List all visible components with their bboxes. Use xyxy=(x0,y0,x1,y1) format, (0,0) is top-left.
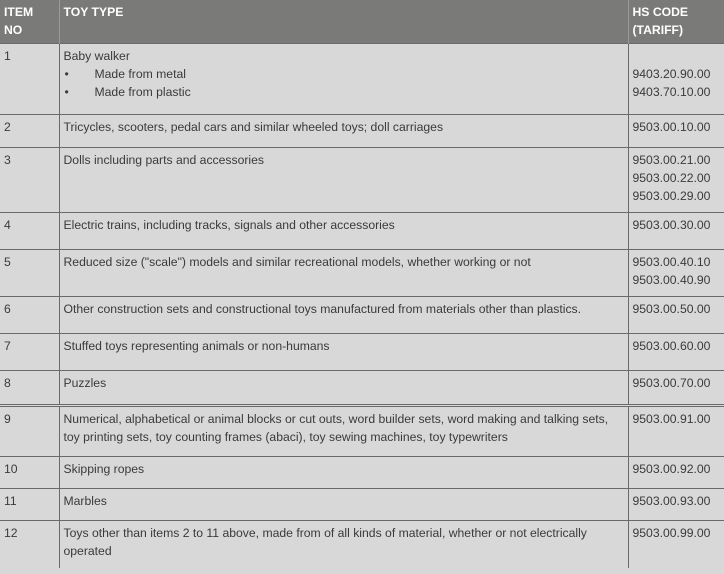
item-no-cell: 4 xyxy=(0,213,59,250)
item-no-cell: 12 xyxy=(0,521,59,568)
hs-code: 9503.00.21.00 xyxy=(632,153,711,167)
item-no-cell: 7 xyxy=(0,334,59,371)
hs-code: 9503.00.91.00 xyxy=(632,412,711,426)
bullet-list xyxy=(64,65,624,101)
header-item-no-line1: ITEM xyxy=(4,5,34,19)
toy-type-cell: Toys other than items 2 to 11 above, made from of all kinds of material, whether or not electrically operated xyxy=(59,521,628,568)
table-row xyxy=(0,250,724,297)
hs-code: 9503.00.50.00 xyxy=(632,302,711,316)
hs-code: 9503.00.22.00 xyxy=(632,171,711,185)
item-no-cell: 3 xyxy=(0,148,59,213)
header-hs-code-line2: (TARIFF) xyxy=(632,23,684,37)
bullet-icon: • xyxy=(64,67,69,81)
hs-code-cell xyxy=(628,406,724,457)
toy-type-cell: Puzzles xyxy=(59,371,628,406)
table-row xyxy=(0,371,724,406)
table-row xyxy=(0,44,724,115)
hs-code: 9503.00.60.00 xyxy=(632,339,711,353)
hs-code-cell xyxy=(628,521,724,568)
header-hs-code-line1: HS CODE xyxy=(632,5,689,19)
header-hs-code xyxy=(628,0,724,44)
item-no-cell: 9 xyxy=(0,406,59,457)
header-item-no xyxy=(0,0,59,44)
table-header xyxy=(0,0,724,44)
table-row xyxy=(0,213,724,250)
hs-code: 9503.00.93.00 xyxy=(632,494,711,508)
table-row xyxy=(0,521,724,568)
bullet-item xyxy=(64,83,624,101)
bullet-text: Made from plastic xyxy=(94,85,191,99)
hs-code: 9503.00.10.00 xyxy=(632,120,711,134)
item-no-cell: 2 xyxy=(0,115,59,148)
toy-type-cell: Reduced size ("scale") models and similar recreational models, whether working or not xyxy=(59,250,628,297)
item-no-cell: 5 xyxy=(0,250,59,297)
hs-code: 9503.00.92.00 xyxy=(632,462,711,476)
item-no-cell: 1 xyxy=(0,44,59,115)
hs-code: 9503.00.70.00 xyxy=(632,376,711,390)
hs-code-cell xyxy=(628,371,724,406)
hs-code-cell xyxy=(628,457,724,489)
hs-code: 9503.00.99.00 xyxy=(632,526,711,540)
toy-type-cell: Other construction sets and constructional toys manufactured from materials other than plastics. xyxy=(59,297,628,334)
toy-type-cell: Dolls including parts and accessories xyxy=(59,148,628,213)
hs-code-cell xyxy=(628,115,724,148)
table-row xyxy=(0,406,724,457)
hs-code: 9503.00.40.10 xyxy=(632,255,711,269)
table-row xyxy=(0,334,724,371)
header-row xyxy=(0,0,724,44)
header-toy-type: TOY TYPE xyxy=(59,0,628,44)
item-no-cell: 8 xyxy=(0,371,59,406)
item-no-cell: 11 xyxy=(0,489,59,521)
bullet-item xyxy=(64,65,624,83)
hs-code: 9503.00.30.00 xyxy=(632,218,711,232)
item-no-cell: 10 xyxy=(0,457,59,489)
bullet-text: Made from metal xyxy=(94,67,186,81)
hs-code: 9403.70.10.00 xyxy=(632,85,711,99)
toy-type-text: Baby walker xyxy=(63,49,130,63)
hs-code-cell xyxy=(628,250,724,297)
hs-code-cell xyxy=(628,334,724,371)
hs-code-cell xyxy=(628,148,724,213)
table-body xyxy=(0,44,724,568)
hs-code-cell xyxy=(628,297,724,334)
toy-type-cell: Electric trains, including tracks, signals and other accessories xyxy=(59,213,628,250)
table-row xyxy=(0,489,724,521)
toy-type-cell: Marbles xyxy=(59,489,628,521)
hs-code-cell xyxy=(628,44,724,115)
toy-type-cell xyxy=(59,44,628,115)
hs-code: 9503.00.40.90 xyxy=(632,273,711,287)
hs-code: 9403.20.90.00 xyxy=(632,67,711,81)
hs-code-cell xyxy=(628,213,724,250)
toy-type-cell: Skipping ropes xyxy=(59,457,628,489)
table-row xyxy=(0,115,724,148)
hs-code: 9503.00.29.00 xyxy=(632,189,711,203)
toy-type-cell: Numerical, alphabetical or animal blocks or cut outs, word builder sets, word making and talking sets, toy printing sets, toy counting frames (abaci), toy sewing machines, toy typewriters xyxy=(59,406,628,457)
table-row xyxy=(0,297,724,334)
toy-type-cell: Tricycles, scooters, pedal cars and similar wheeled toys; doll carriages xyxy=(59,115,628,148)
hs-code-cell xyxy=(628,489,724,521)
table-row xyxy=(0,457,724,489)
toy-type-cell: Stuffed toys representing animals or non-humans xyxy=(59,334,628,371)
header-item-no-line2: NO xyxy=(4,23,23,37)
table-row xyxy=(0,148,724,213)
bullet-icon: • xyxy=(64,85,69,99)
item-no-cell: 6 xyxy=(0,297,59,334)
